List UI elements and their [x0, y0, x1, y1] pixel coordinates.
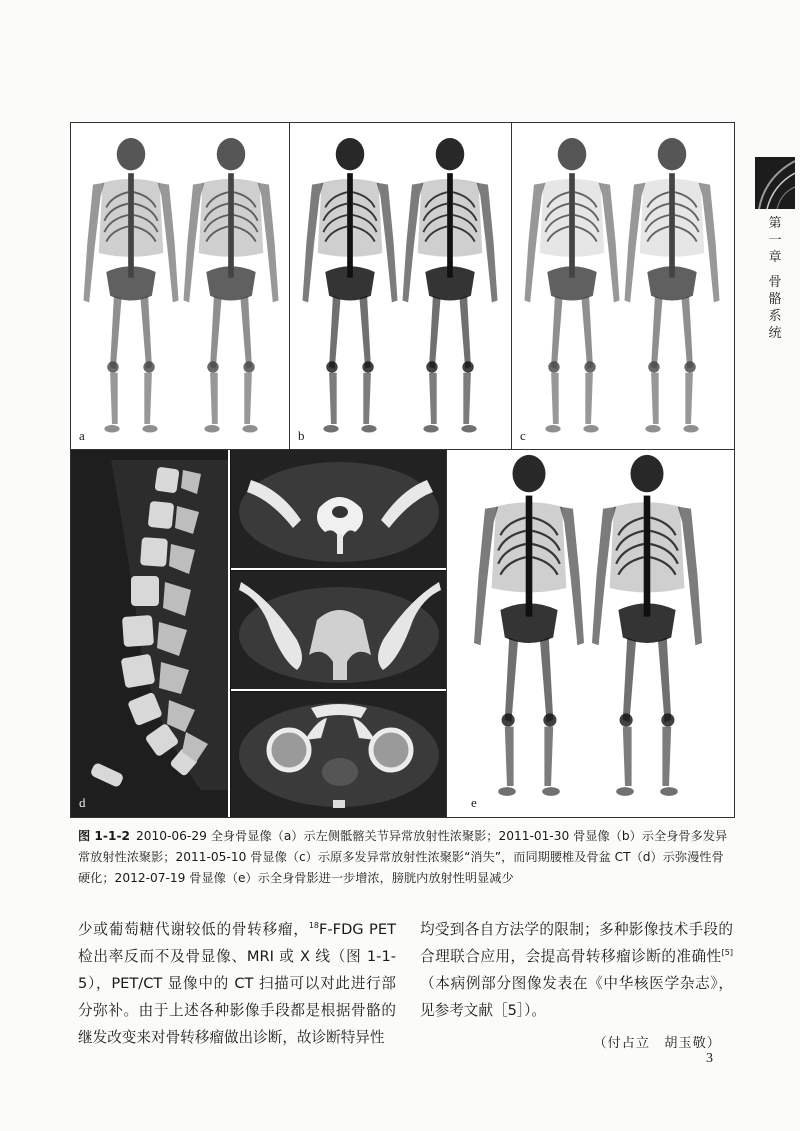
panel-c [512, 123, 734, 449]
chapter-tab [755, 157, 795, 342]
panel-c-skeletons [512, 123, 734, 449]
page-number: 3 [706, 1051, 713, 1066]
panel-e [447, 450, 734, 817]
panel-e-skeletons [447, 450, 734, 817]
panel-e-label: e [471, 795, 477, 810]
authors: （付占立 胡玉敬） [593, 1036, 721, 1051]
panel-d-label: d [79, 795, 86, 810]
caption-text: 2010-06-29 全身骨显像（a）示左侧骶髂关节异常放射性浓聚影；2011-01-30 骨显像（b）示全身骨多发异常放射性浓聚影；2011-05-10 骨显像（c）示原多发异常放射性浓聚影“消失”，而同期腰椎及骨盆 CT（d）示弥漫性骨硬化；2012-07-19 骨显像（e）示全身骨影进一步增浓，膀胱内放射性明显减少 [78, 829, 728, 885]
chapter-number: 第一章 [768, 216, 782, 265]
body-text: （本病例部分图像发表在《中华核医学杂志》，见参考文献［5］）。 [420, 975, 733, 1019]
chapter-title: 骨骼系统 [768, 275, 782, 341]
panel-b [290, 123, 511, 449]
figure-id: 图 1-1-2 [78, 829, 130, 843]
chapter-emblem-icon [755, 157, 795, 209]
body-column-left [78, 916, 396, 1051]
panel-b-label: b [298, 428, 305, 443]
body-column-right [420, 916, 733, 1057]
panel-b-skeletons [290, 123, 511, 449]
figure-caption [78, 826, 733, 889]
superscript: 18 [308, 921, 320, 931]
panel-a-label: a [79, 428, 85, 443]
figure-frame [70, 122, 735, 818]
panel-d [71, 450, 446, 817]
citation-superscript: [5] [721, 948, 733, 958]
body-text: 均受到各自方法学的限制；多种影像技术手段的合理联合应用，会提高骨转移瘤诊断的准确性 [420, 921, 733, 965]
panel-c-label: c [520, 428, 526, 443]
panel-a-skeletons [71, 123, 289, 449]
panel-d-ct-images [71, 450, 446, 817]
panel-a [71, 123, 289, 449]
body-text: 少或葡萄糖代谢较低的骨转移瘤， [78, 921, 309, 938]
body-text: F-FDG PET 检出率反而不及骨显像、MRI 或 X 线（图 1-1-5），PET/CT 显像中的 CT 扫描可以对此进行部分弥补。由于上述各种影像手段都是根据骨骼的继发改变来对骨转移瘤做出诊断，故诊断特异性 [78, 921, 396, 1046]
